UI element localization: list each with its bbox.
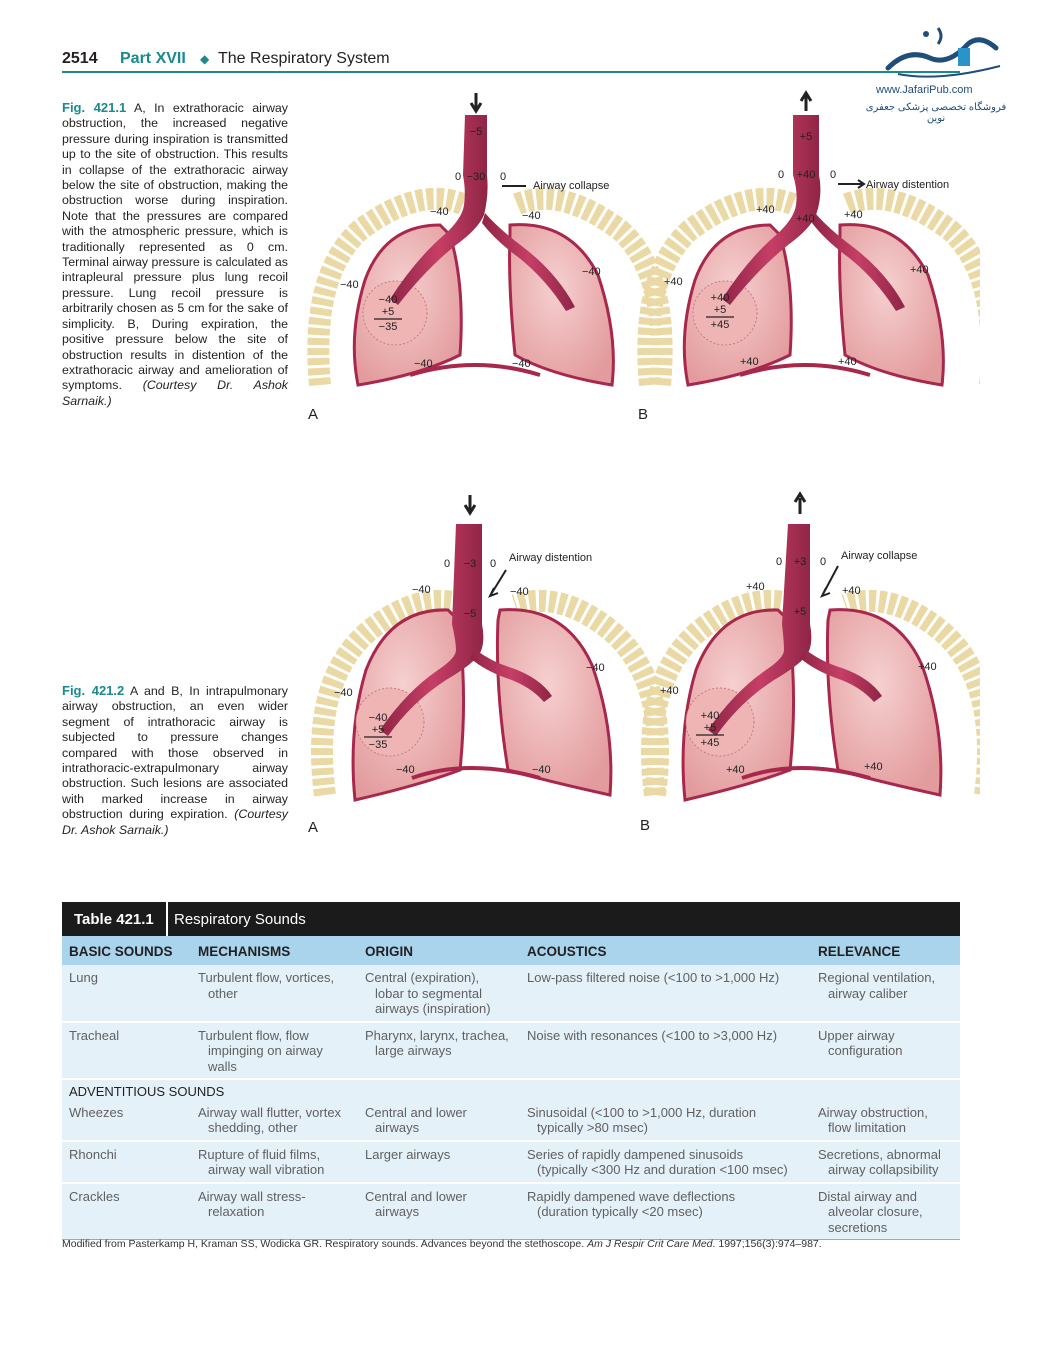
calc-result: +45	[710, 319, 730, 331]
right-zero: 0	[830, 169, 837, 181]
cell-sound: Rhonchi	[62, 1141, 191, 1183]
calc-pleural: −40	[378, 294, 398, 306]
pleural-tr: −40	[522, 210, 541, 222]
table-row	[62, 1183, 960, 1240]
top-pressure: −5	[469, 126, 483, 138]
calc-pleural: −40	[368, 712, 388, 724]
annotation: Airway collapse	[533, 180, 610, 192]
table-number: Table 421.1	[74, 911, 154, 928]
figure1-courtesy: (Courtesy Dr. Ashok Sarnaik.)	[62, 378, 288, 408]
pleural-right: +40	[910, 264, 929, 276]
calc-recoil: +5	[703, 722, 717, 734]
pleural-mid: +40	[796, 213, 815, 225]
pleural-br: −40	[532, 764, 551, 776]
col-header: RELEVANCE	[811, 936, 960, 965]
calc-recoil: +5	[381, 306, 395, 318]
figure2-panel-a-letter: A	[308, 819, 319, 835]
pleural-tl: +40	[756, 204, 775, 216]
figure2-panel-b-letter: B	[640, 817, 651, 834]
calc-result: −35	[368, 739, 388, 751]
col-header: ORIGIN	[358, 936, 520, 965]
calc-pleural: +40	[700, 710, 720, 722]
respiratory-sounds-table	[62, 902, 960, 1240]
pleural-bl: −40	[396, 764, 415, 776]
top-pressure: −3	[463, 558, 477, 570]
right-lung	[497, 610, 610, 795]
cell-sound: Wheezes	[69, 1104, 124, 1120]
pleural-tl: −40	[430, 206, 449, 218]
pleural-br: +40	[864, 761, 883, 773]
cell-relevance: Regional ventilation, airway caliber	[818, 970, 936, 1001]
left-zero: 0	[455, 171, 462, 183]
cell-sound: Crackles	[62, 1183, 191, 1240]
section-title: The Respiratory System	[218, 50, 390, 67]
cell-origin: Central (expiration), lobar to segmental airways (inspiration)	[365, 970, 491, 1016]
airflow-arrow-icon	[471, 93, 481, 111]
calc-recoil: +5	[713, 304, 727, 316]
table-title: Respiratory Sounds	[174, 911, 306, 928]
cell-mechanism: Turbulent flow, flow impinging on airway walls	[191, 1022, 358, 1080]
cell-relevance: Distal airway and alveolar closure, secretions	[811, 1183, 960, 1240]
calc-result: +45	[700, 737, 720, 749]
calc-pleural: +40	[710, 292, 730, 304]
alveolus-zone	[363, 281, 427, 345]
mid-pressure: +40	[796, 169, 816, 181]
mid-pressure: −30	[466, 171, 486, 183]
source-journal: Am J Respir Crit Care Med	[587, 1238, 713, 1250]
table-title-bar	[62, 902, 960, 936]
figure2-label: Fig. 421.2	[62, 683, 125, 698]
cell-sound: Tracheal	[62, 1022, 191, 1080]
pleural-left: +40	[660, 685, 679, 697]
figure1-caption	[62, 100, 288, 409]
table-row	[62, 965, 960, 1022]
table-row	[62, 1100, 960, 1141]
pleural-bl: −40	[414, 358, 433, 370]
cell-mechanism: Rupture of fluid films, airway wall vibration	[191, 1141, 358, 1183]
pleural-tl: +40	[746, 581, 765, 593]
cell-sound: Lung	[69, 970, 98, 985]
cell-acoustics: Rapidly dampened wave deflections (duration typically <20 msec)	[520, 1183, 811, 1240]
diamond-icon: ◆	[200, 52, 210, 66]
cell-acoustics: Low-pass filtered noise (<100 to >1,000 Hz)	[527, 970, 780, 985]
pleural-right: −40	[582, 266, 601, 278]
part-label: Part XVII	[120, 50, 186, 67]
pleural-right: −40	[586, 662, 605, 674]
logo-tagline: فروشگاه تخصصی پزشکی جعفری نوین	[865, 102, 1007, 124]
page-number: 2514	[62, 50, 98, 67]
airflow-arrow-icon	[465, 495, 475, 513]
pleural-bl: +40	[726, 764, 745, 776]
annotation-arrow-icon	[838, 180, 864, 188]
cell-relevance: Secretions, abnormal airway collapsibility	[811, 1141, 960, 1183]
cell-relevance: Upper airway configuration	[811, 1022, 960, 1080]
pleural-bl: +40	[740, 356, 759, 368]
figure1-caption-text: A, In extrathoracic airway obstruction, the increased negative pressure during inspiration is transmitted up to the site of obstruction. This results in collapse of the extrathoracic airway below the site of obstruction, making the obstruction worse during inspiration. Note that the pressures are compared with the atmospheric pressure, which is traditionally represented as 0 cm. Terminal airway pressure is calculated as intrapleural pressure plus lung recoil pressure. Lung recoil pressure is arbitrarily chosen as 5 cm for the sake of simplicity. B, During expiration, the positive pressure below the site of obstruction results in distention of the extrathoracic airway and amelioration of symptoms.	[62, 101, 288, 393]
annotation-arrow-icon	[822, 566, 838, 596]
left-zero: 0	[776, 556, 783, 568]
figure1-illustration	[300, 85, 980, 430]
airflow-arrow-icon	[801, 93, 811, 111]
top-pressure: +3	[793, 556, 807, 568]
left-zero: 0	[778, 169, 785, 181]
logo-mark-icon	[868, 18, 1018, 82]
annotation: Airway collapse	[841, 550, 918, 562]
figure1-panel-b	[648, 93, 980, 385]
col-header: BASIC SOUNDS	[62, 936, 191, 965]
col-header: ACOUSTICS	[520, 936, 811, 965]
right-zero: 0	[500, 171, 507, 183]
left-zero: 0	[444, 558, 451, 570]
pleural-tr: −40	[510, 586, 529, 598]
pleural-right: +40	[918, 661, 937, 673]
cell-mechanism: Airway wall stress- relaxation	[191, 1183, 358, 1240]
pleural-br: −40	[512, 358, 531, 370]
figure1-label: Fig. 421.1	[62, 100, 127, 115]
annotation: Airway distention	[509, 552, 593, 564]
figure2-courtesy: (Courtesy Dr. Ashok Sarnaik.)	[62, 807, 288, 837]
cell-origin: Larger airways	[358, 1141, 520, 1183]
figure1-panel-b-letter: B	[638, 406, 649, 423]
mid-pressure: −5	[463, 608, 477, 620]
annotation-arrow-icon	[490, 570, 506, 596]
figure2-illustration	[300, 490, 980, 835]
top-pressure: +5	[799, 131, 813, 143]
figure2-panel-a	[322, 495, 658, 800]
table-row	[62, 1141, 960, 1183]
pleural-br: +40	[838, 356, 857, 368]
figure2-panel-b	[652, 494, 980, 800]
cell-origin: Central and lower airways	[365, 1104, 467, 1135]
cell-acoustics: Noise with resonances (<100 to >3,000 Hz)	[520, 1022, 811, 1080]
header-rule	[62, 71, 960, 73]
figure1-panel-a-letter: A	[308, 406, 319, 423]
pleural-tr: +40	[842, 585, 861, 597]
running-head	[62, 48, 962, 72]
table-section-row	[62, 1079, 960, 1100]
cell-origin: Pharynx, larynx, trachea, large airways	[358, 1022, 520, 1080]
right-zero: 0	[490, 558, 497, 570]
pleural-tl: −40	[412, 584, 431, 596]
cell-relevance: Airway obstruction, flow limitation	[818, 1104, 928, 1135]
right-zero: 0	[820, 556, 827, 568]
table-source-note	[62, 1238, 822, 1250]
logo-url: www.JafariPub.com	[876, 84, 973, 96]
pleural-left: −40	[340, 279, 359, 291]
cell-acoustics: Sinusoidal (<100 to >1,000 Hz, duration typically >80 msec)	[527, 1104, 757, 1135]
calc-recoil: +5	[371, 724, 385, 736]
cell-mechanism: Airway wall flutter, vortex shedding, other	[198, 1104, 342, 1135]
figure2-caption	[62, 683, 288, 838]
source-suffix: . 1997;156(3):974–987.	[712, 1238, 822, 1250]
pleural-tr: +40	[844, 209, 863, 221]
source-prefix: Modified from Pasterkamp H, Kraman SS, Wodicka GR. Respiratory sounds. Advances beyond the stethoscope.	[62, 1238, 588, 1250]
figure1-panel-a	[318, 93, 661, 385]
section-label: ADVENTITIOUS SOUNDS	[62, 1079, 960, 1100]
figure2-caption-text: A and B, In intrapulmonary airway obstruction, an even wider segment of intrathoracic airway is subjected to pressure changes compared with those observed in intrathoracic-extrapulmonary airway obstruction. Such lesions are associated with marked increase in airway obstruction during expiration.	[62, 684, 289, 822]
calc-result: −35	[378, 321, 398, 333]
mid-pressure: +5	[793, 606, 807, 618]
table-grid	[62, 936, 960, 1240]
right-lung	[827, 610, 940, 795]
cell-acoustics: Series of rapidly dampened sinusoids (typically <300 Hz and duration <100 msec)	[520, 1141, 811, 1183]
pleural-left: +40	[664, 276, 683, 288]
pleural-left: −40	[334, 687, 353, 699]
cell-origin: Central and lower airways	[358, 1183, 520, 1240]
col-header: MECHANISMS	[191, 936, 358, 965]
table-header-row	[62, 936, 960, 965]
table-row	[62, 1022, 960, 1080]
cell-mechanism: Turbulent flow, vortices, other	[198, 970, 335, 1001]
table-title-divider	[166, 902, 168, 936]
airflow-arrow-icon	[795, 494, 805, 514]
annotation: Airway distention	[866, 179, 950, 191]
